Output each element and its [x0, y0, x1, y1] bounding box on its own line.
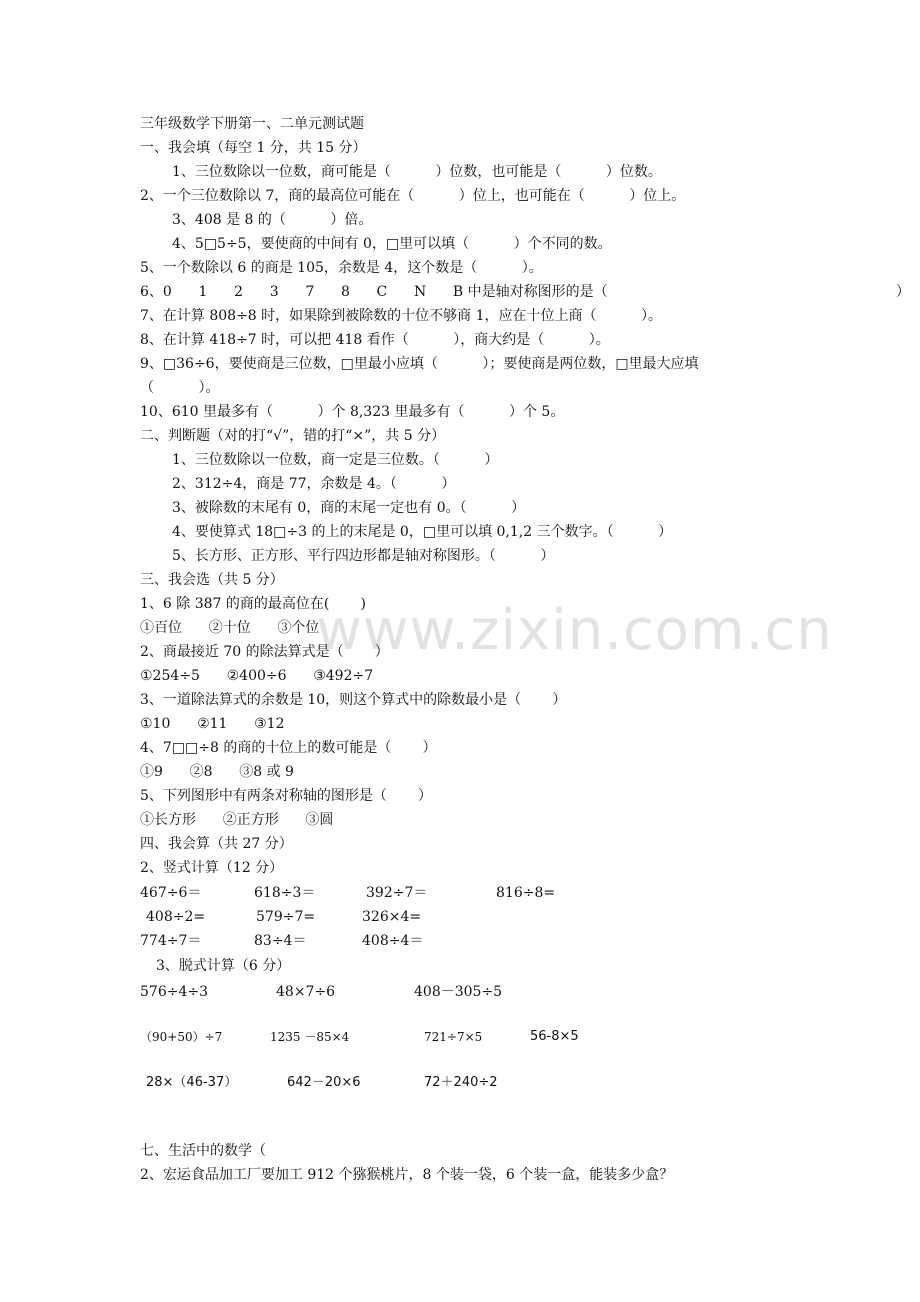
page-title: 三年级数学下册第一、二单元测试题 [140, 116, 364, 132]
calc-item: 408－305÷5 [414, 984, 503, 1000]
calc-item: 72＋240÷2 [424, 1075, 498, 1090]
section-heading-1: 一、我会填（每空 1 分，共 15 分） [140, 140, 367, 156]
question-1-1: 1、三位数除以一位数，商可能是（ ）位数，也可能是（ ）位数。 [172, 164, 662, 180]
question-7-2: 2、宏运食品加工厂要加工 912 个猕猴桃片，8 个装一袋，6 个装一盒，能装多少盒？ [140, 1167, 674, 1183]
question-3-1: 1、6 除 387 的商的最高位在( ) [140, 596, 366, 612]
question-1-8: 8、在计算 418÷7 时，可以把 418 看作（ ），商大约是（ ）。 [140, 332, 610, 348]
question-1-4: 4、5□5÷5，要使商的中间有 0，□里可以填（ ）个不同的数。 [172, 236, 612, 252]
question-3-1-options: ①百位 ②十位 ③个位 [140, 620, 320, 636]
question-1-6: 6、0 1 2 3 7 8 C N B 中是轴对称图形的是（ [140, 284, 608, 300]
question-1-2: 2、一个三位数除以 7，商的最高位可能在（ ）位上，也可能在（ ）位上。 [140, 188, 686, 204]
section-heading-3: 三、我会选（共 5 分） [140, 572, 284, 588]
calc-item: 408÷2= [146, 909, 206, 925]
question-2-3: 3、被除数的末尾有 0，商的末尾一定也有 0。（ ） [172, 500, 526, 516]
question-3-2-options: ①254÷5 ②400÷6 ③492÷7 [140, 668, 374, 684]
calc-item: 579÷7= [256, 909, 316, 925]
section-heading-4: 四、我会算（共 27 分） [140, 836, 293, 852]
subheading-vertical-calc: 2、竖式计算（12 分） [140, 860, 284, 876]
question-3-4-options: ①9 ②8 ③8 或 9 [140, 764, 294, 780]
question-2-1: 1、三位数除以一位数，商一定是三位数。（ ） [172, 452, 499, 468]
calc-item: 28×（46-37） [146, 1075, 238, 1090]
calc-item: 576÷4÷3 [140, 984, 208, 1000]
subheading-step-calc: 3、脱式计算（6 分） [156, 958, 291, 974]
question-3-2: 2、商最接近 70 的除法算式是（ ） [140, 644, 389, 660]
question-1-9-cont: （ ）。 [140, 380, 220, 396]
question-2-2: 2、312÷4，商是 77，余数是 4。（ ） [172, 476, 456, 492]
question-3-5: 5、下列图形中有两条对称轴的图形是（ ） [140, 788, 433, 804]
calc-item: 56-8×5 [530, 1029, 579, 1044]
question-3-4: 4、7□□÷8 的商的十位上的数可能是（ ） [140, 740, 437, 756]
calc-item: 721÷7×5 [424, 1030, 483, 1044]
question-1-9: 9、□36÷6，要使商是三位数，□里最小应填（ ）；要使商是两位数，□里最大应填 [140, 356, 699, 372]
calc-item: 408÷4＝ [362, 933, 424, 949]
calc-item: 326×4= [362, 909, 422, 925]
calc-item: 83÷4＝ [254, 933, 307, 949]
question-3-5-options: ①长方形 ②正方形 ③圆 [140, 812, 334, 828]
question-1-10: 10、610 里最多有（ ）个 8,323 里最多有（ ）个 5。 [140, 404, 565, 420]
calc-item: 618÷3＝ [254, 885, 316, 901]
question-3-3-options: ①10 ②11 ③12 [140, 716, 285, 732]
question-1-5: 5、一个数除以 6 的商是 105，余数是 4，这个数是（ ）。 [140, 260, 543, 276]
calc-item: 467÷6＝ [140, 885, 202, 901]
section-heading-7: 七、生活中的数学（ [140, 1143, 266, 1159]
question-1-6-close: ） [896, 284, 910, 300]
calc-item: （90+50）÷7 [140, 1030, 223, 1044]
question-2-5: 5、长方形、正方形、平行四边形都是轴对称图形。（ ） [172, 548, 555, 564]
calc-item: 1235 －85×4 [270, 1030, 350, 1044]
calc-item: 816÷8= [496, 885, 556, 901]
calc-item: 774÷7＝ [140, 933, 202, 949]
question-1-3: 3、408 是 8 的（ ）倍。 [172, 212, 373, 228]
watermark: www.zixin.com.cn [316, 598, 833, 663]
question-1-7: 7、在计算 808÷8 时，如果除到被除数的十位不够商 1，应在十位上商（ ）。 [140, 308, 663, 324]
calc-item: 642－20×6 [287, 1075, 361, 1090]
question-2-4: 4、要使算式 18□÷3 的上的末尾是 0，□里可以填 0,1,2 三个数字。（ ） [172, 524, 673, 540]
section-heading-2: 二、判断题（对的打“√”，错的打“×”，共 5 分） [140, 428, 446, 444]
calc-item: 392÷7＝ [366, 885, 428, 901]
calc-item: 48×7÷6 [276, 984, 336, 1000]
question-3-3: 3、一道除法算式的余数是 10，则这个算式中的除数最小是（ ） [140, 692, 567, 708]
